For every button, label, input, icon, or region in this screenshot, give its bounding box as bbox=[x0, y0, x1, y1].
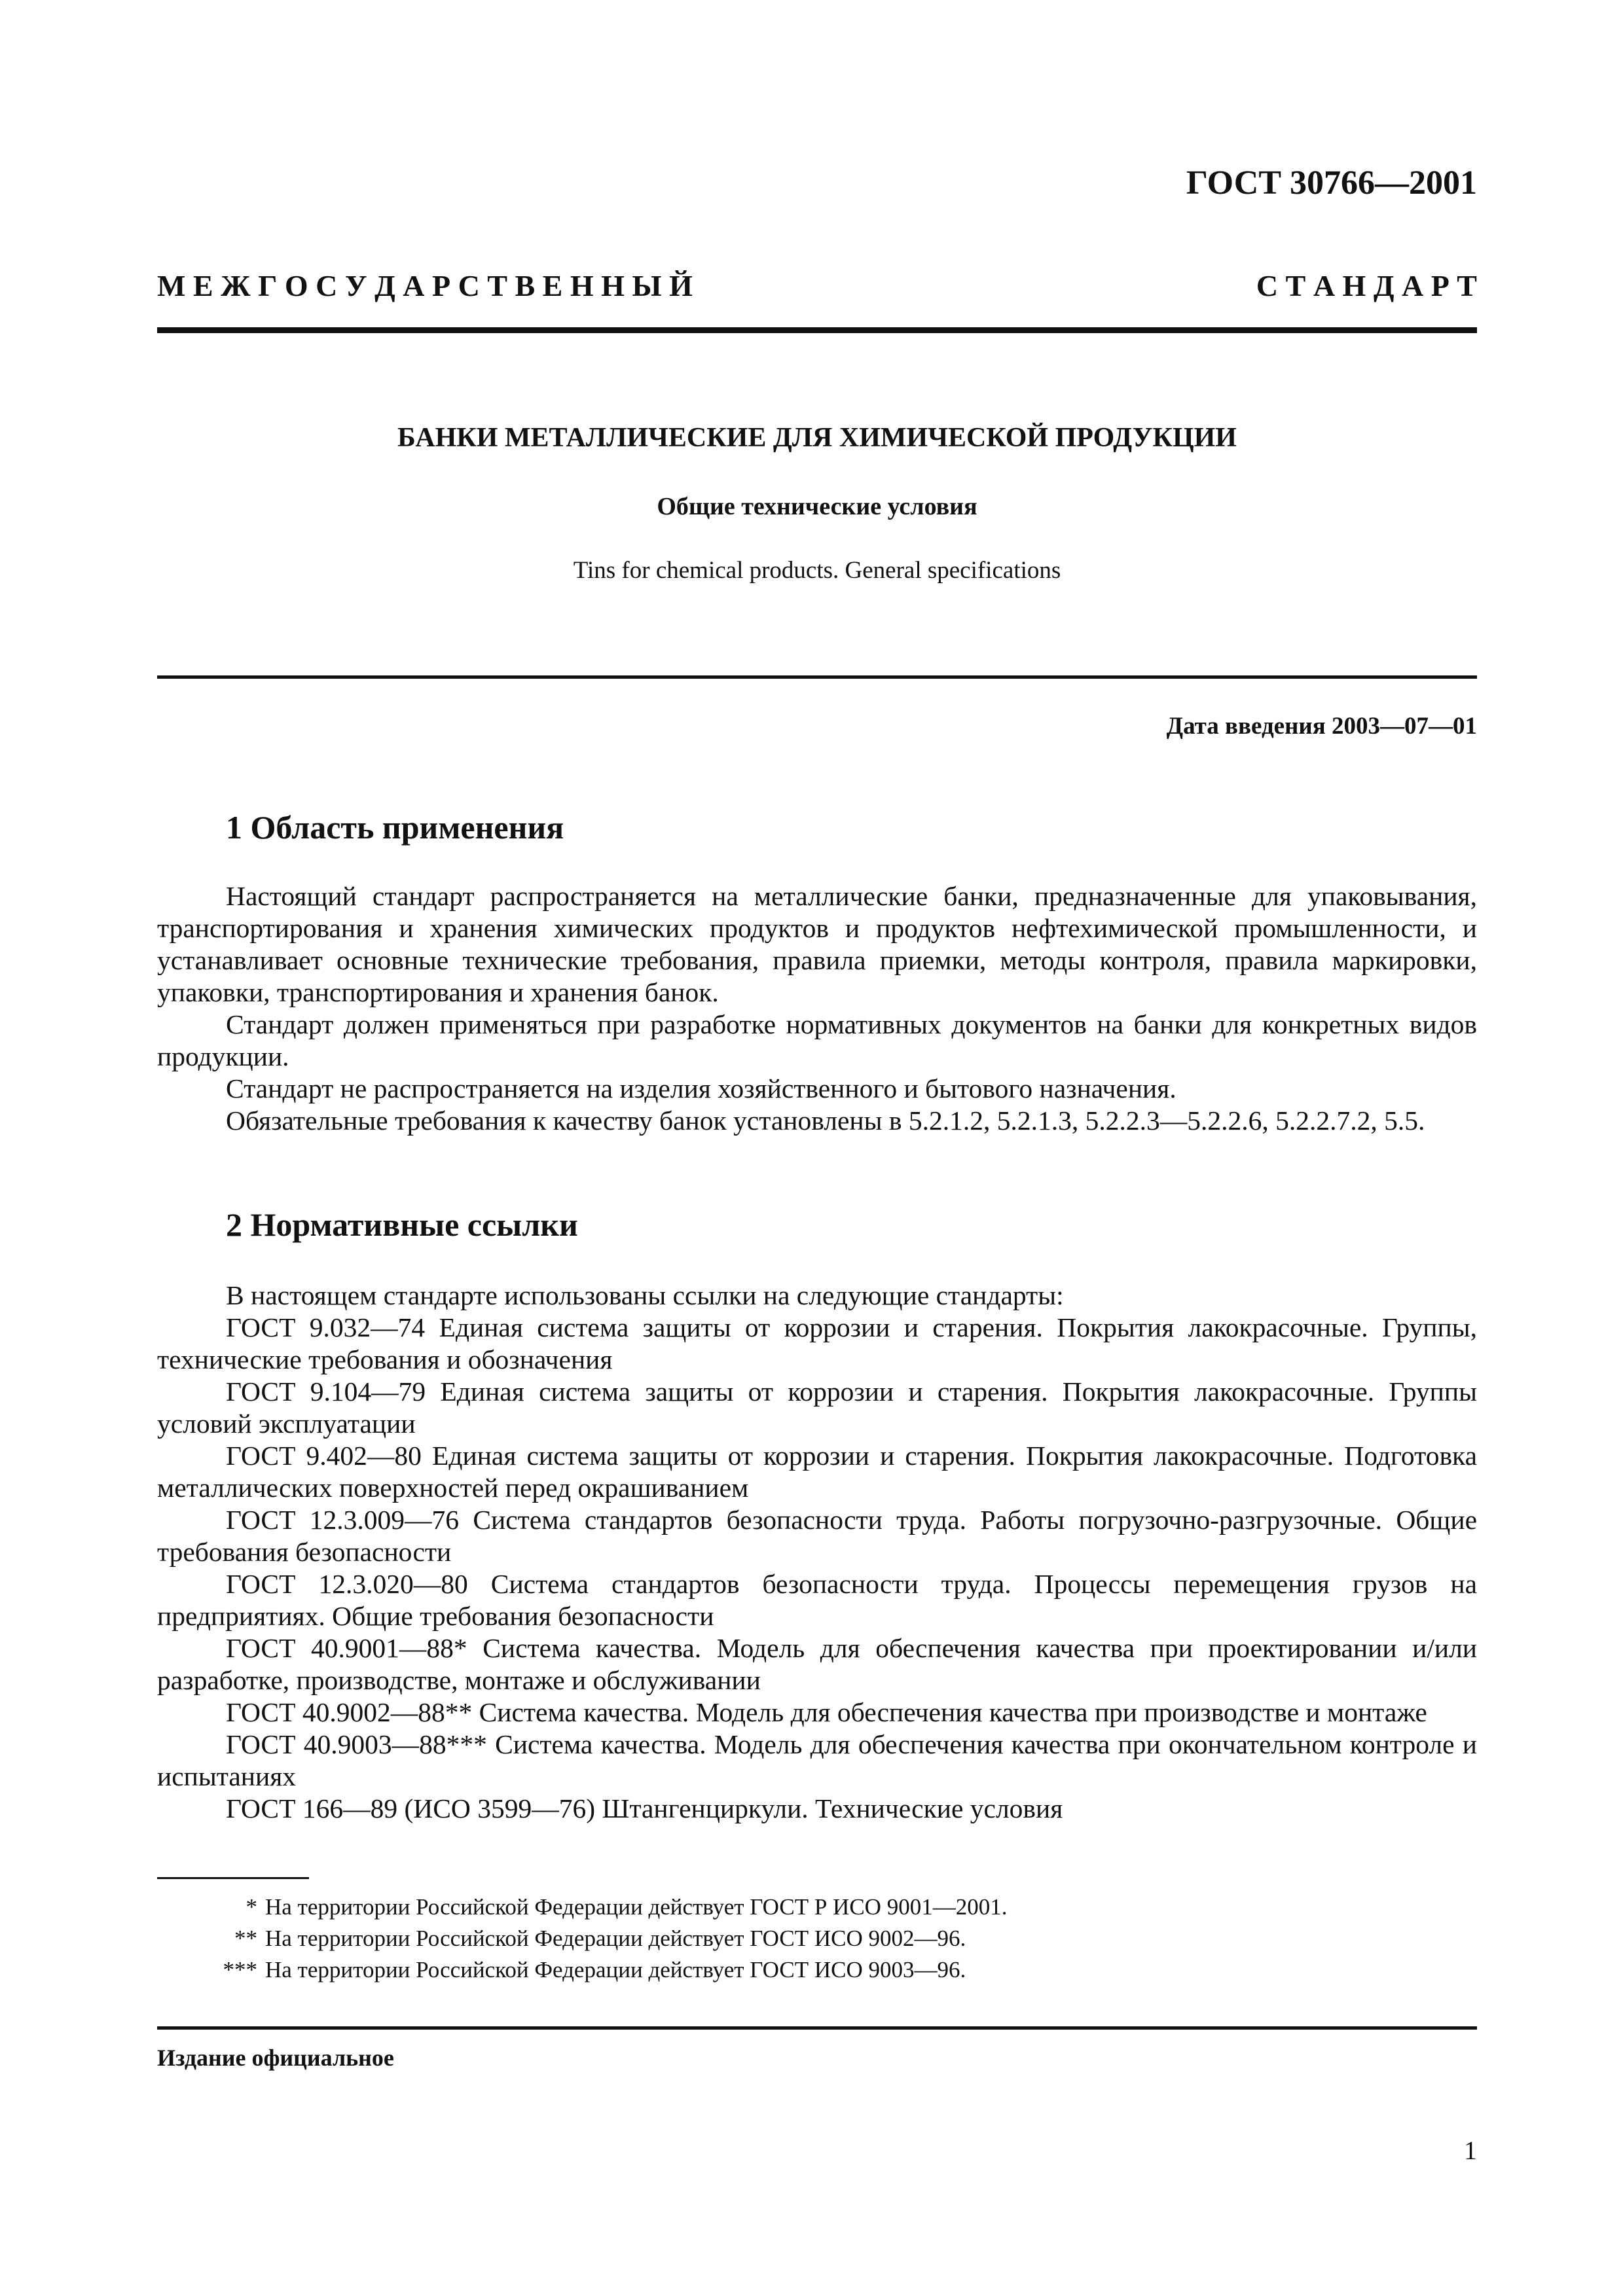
footnote-separator bbox=[157, 1877, 309, 1879]
standard-title: БАНКИ МЕТАЛЛИЧЕСКИЕ ДЛЯ ХИМИЧЕСКОЙ ПРОДУКЦИИ bbox=[397, 423, 1237, 453]
section-body-scope bbox=[157, 880, 1477, 1137]
section-body-references bbox=[157, 1280, 1477, 1825]
reference-item: ГОСТ 40.9003—88*** Система качества. Модель для обеспечения качества при окончательном контроле и испытаниях bbox=[157, 1729, 1477, 1791]
org-title-word: М Е Ж Г О С У Д А Р С Т В Е Н Н Ы Й bbox=[157, 269, 693, 302]
title-rule bbox=[157, 675, 1477, 679]
footnotes bbox=[157, 1892, 1477, 1986]
footnote-text: На территории Российской Федерации действует ГОСТ ИСО 9003—96. bbox=[265, 1957, 966, 1982]
standard-type-heading bbox=[157, 268, 1477, 303]
paragraph: Стандарт должен применяться при разработке нормативных документов на банки для конкретных видов продукции. bbox=[157, 1009, 1477, 1071]
footnote-text: На территории Российской Федерации действует ГОСТ ИСО 9002—96. bbox=[265, 1926, 966, 1951]
page-number: 1 bbox=[1464, 2136, 1477, 2165]
paragraph: Стандарт не распространяется на изделия хозяйственного и бытового назначения. bbox=[226, 1073, 1176, 1103]
top-rule bbox=[157, 327, 1477, 333]
footnote bbox=[157, 1954, 1477, 1986]
edition-label: Издание официальное bbox=[157, 2045, 394, 2071]
section-heading-scope: 1 Область применения bbox=[226, 809, 564, 846]
standard-subtitle: Общие технические условия bbox=[657, 493, 977, 520]
paragraph: Обязательные требования к качеству банок установлены в 5.2.1.2, 5.2.1.3, 5.2.2.3—5.2.2.6, 5.2.2.7.2, 5.5. bbox=[226, 1105, 1425, 1136]
introduction-date: Дата введения 2003—07—01 bbox=[1166, 713, 1477, 740]
section-heading-references: 2 Нормативные ссылки bbox=[226, 1206, 578, 1243]
footnote bbox=[157, 1892, 1477, 1923]
reference-item: ГОСТ 40.9002—88** Система качества. Модель для обеспечения качества при производстве и монтаже bbox=[226, 1697, 1427, 1727]
standard-code: ГОСТ 30766—2001 bbox=[1186, 164, 1477, 202]
footnote bbox=[157, 1923, 1477, 1954]
reference-item: ГОСТ 40.9001—88* Система качества. Модель для обеспечения качества при проектировании и/или разработке, производстве, монтаже и обслуживании bbox=[157, 1633, 1477, 1695]
org-title-word: С Т А Н Д А Р Т bbox=[1256, 269, 1477, 302]
reference-item: ГОСТ 12.3.020—80 Система стандартов безопасности труда. Процессы перемещения грузов на предприятиях. Общие требования безопасности bbox=[157, 1569, 1477, 1631]
english-title: Tins for chemical products. General specifications bbox=[573, 557, 1061, 584]
footer-rule bbox=[157, 2026, 1477, 2030]
reference-item: ГОСТ 9.402—80 Единая система защиты от коррозии и старения. Покрытия лакокрасочные. Подготовка металлических поверхностей перед окрашиванием bbox=[157, 1441, 1477, 1503]
paragraph: В настоящем стандарте использованы ссылки на следующие стандарты: bbox=[226, 1280, 1064, 1310]
footnote-mark: *** bbox=[223, 1957, 257, 1982]
reference-item: ГОСТ 9.032—74 Единая система защиты от коррозии и старения. Покрытия лакокрасочные. Группы, технические требования и обозначения bbox=[157, 1312, 1477, 1374]
reference-item: ГОСТ 9.104—79 Единая система защиты от коррозии и старения. Покрытия лакокрасочные. Группы условий эксплуатации bbox=[157, 1376, 1477, 1439]
reference-item: ГОСТ 166—89 (ИСО 3599—76) Штангенциркули. Технические условия bbox=[226, 1793, 1063, 1823]
footnote-text: На территории Российской Федерации действует ГОСТ Р ИСО 9001—2001. bbox=[265, 1894, 1008, 1920]
reference-item: ГОСТ 12.3.009—76 Система стандартов безопасности труда. Работы погрузочно-разгрузочные. Общие требования безопасности bbox=[157, 1505, 1477, 1567]
paragraph: Настоящий стандарт распространяется на металлические банки, предназначенные для упаковывания, транспортирования и хранения химических продуктов и продуктов нефтехимической промышленности, и устанавливает основные технические требования, правила приемки, методы контроля, правила маркировки, упаковки, транспортирования и хранения банок. bbox=[157, 881, 1477, 1007]
footnote-mark: * bbox=[246, 1894, 257, 1920]
footnote-mark: ** bbox=[234, 1926, 257, 1951]
